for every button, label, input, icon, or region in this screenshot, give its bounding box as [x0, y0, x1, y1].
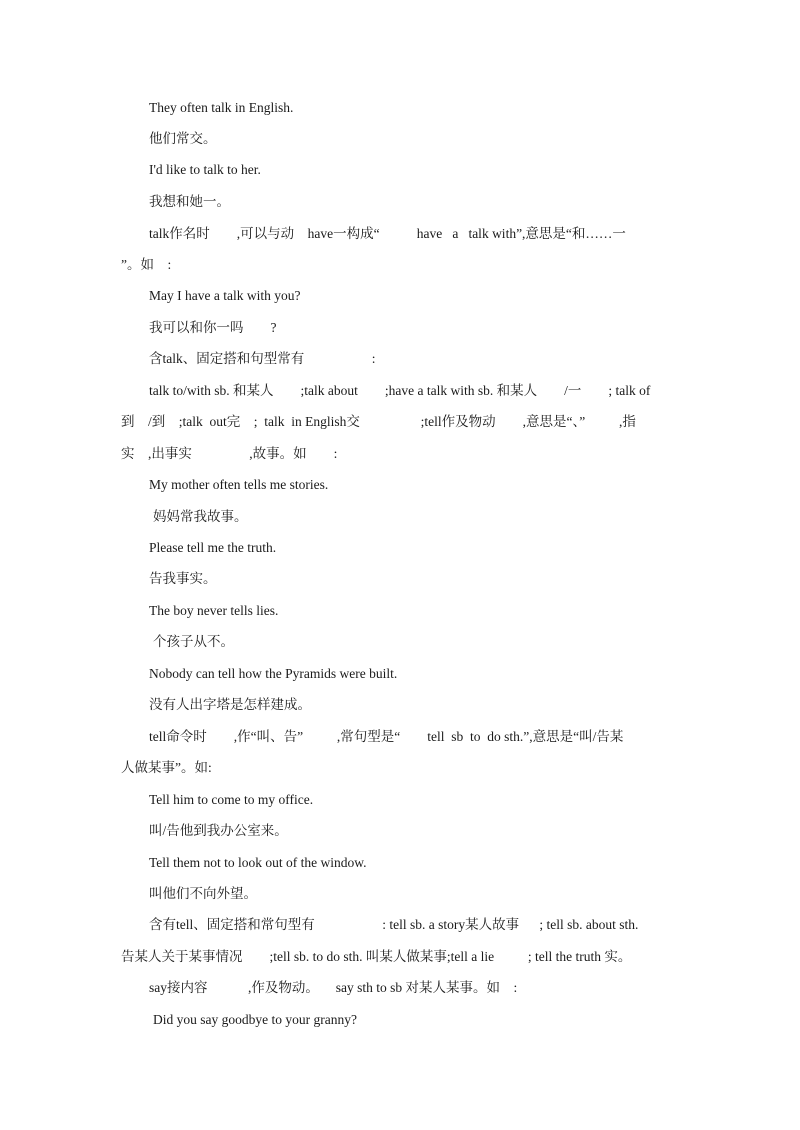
text-line: I'd like to talk to her.	[149, 162, 261, 177]
text-line: 我可以和你一吗 ?	[149, 320, 277, 335]
text-line: 告某人关于某事情况 ;tell sb. to do sth. 叫某人做某事;tell a lie ; tell the truth 实。	[121, 949, 632, 964]
text-line: Tell them not to look out of the window.	[149, 855, 367, 870]
text-line: 他们常交。	[149, 131, 217, 146]
text-line: They often talk in English.	[149, 100, 294, 115]
text-line: talk to/with sb. 和某人 ;talk about ;have a talk with sb. 和某人 /一 ; talk of	[149, 383, 651, 398]
text-line: 含talk、固定搭和句型常有 :	[149, 351, 376, 366]
text-line: 到 /到 ;talk out完 ; talk in English交 ;tell作及物动 ,意思是“、” ,指	[121, 414, 636, 429]
text-line: Did you say goodbye to your granny?	[153, 1012, 357, 1027]
text-line: tell命令时 ,作“叫、告” ,常句型是“ tell sb to do sth.”,意思是“叫/告某	[149, 729, 624, 744]
text-line: 含有tell、固定搭和常句型有 : tell sb. a story某人故事 ; tell sb. about sth.	[149, 917, 639, 932]
text-line: talk作名时 ,可以与动 have一构成“ have a talk with”,意思是“和……一	[149, 226, 626, 241]
text-line: ”。如 :	[121, 257, 172, 272]
text-line: Please tell me the truth.	[149, 540, 277, 555]
text-line: 叫他们不向外望。	[149, 886, 257, 901]
text-line: 没有人出字塔是怎样建成。	[149, 697, 311, 712]
text-line: 叫/告他到我办公室来。	[149, 823, 288, 838]
text-line: Nobody can tell how the Pyramids were built.	[149, 666, 398, 681]
text-line: say接内容 ,作及物动。 say sth to sb 对某人某事。如 :	[149, 980, 518, 995]
text-line: 我想和她一。	[149, 194, 230, 209]
text-line: 实 ,出事实 ,故事。如 :	[121, 446, 338, 461]
text-line: 妈妈常我故事。	[153, 509, 248, 524]
text-line: May I have a talk with you?	[149, 288, 301, 303]
text-line: The boy never tells lies.	[149, 603, 279, 618]
text-line: My mother often tells me stories.	[149, 477, 329, 492]
text-line: 告我事实。	[149, 571, 217, 586]
text-line: Tell him to come to my office.	[149, 792, 314, 807]
text-line: 个孩子从不。	[153, 634, 234, 649]
text-line: 人做某事”。如:	[121, 760, 212, 775]
